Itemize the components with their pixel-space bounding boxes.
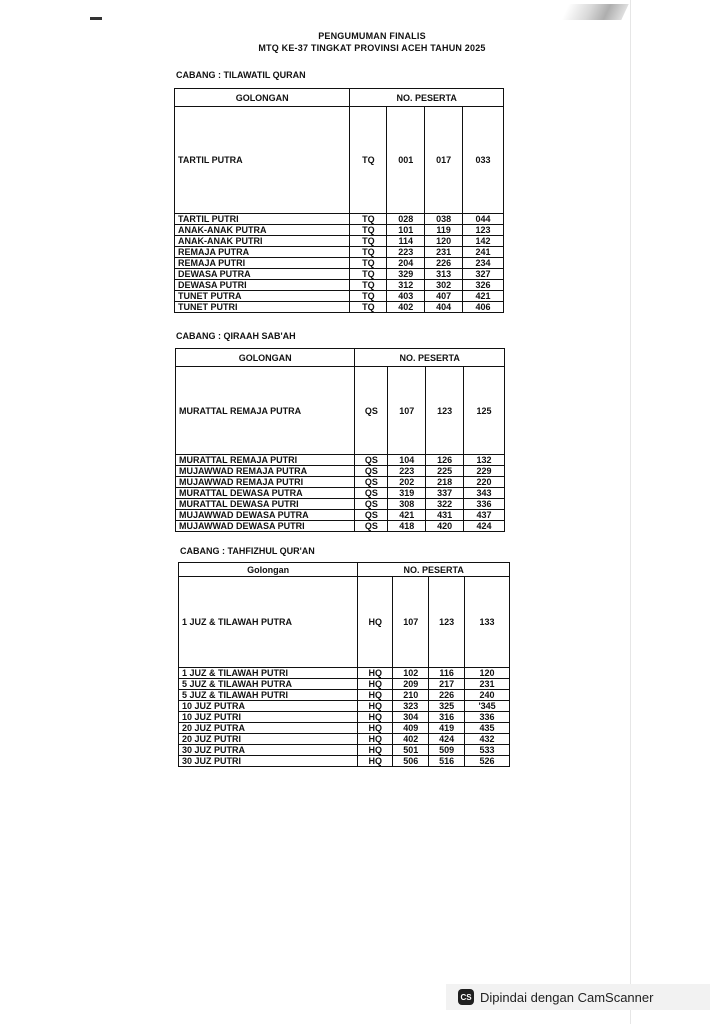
camscanner-label: Dipindai dengan CamScanner bbox=[480, 989, 654, 1005]
participant-number-cell: 432 bbox=[465, 734, 510, 745]
golongan-cell: 5 JUZ & TILAWAH PUTRA bbox=[179, 679, 358, 690]
branch-code-cell: HQ bbox=[358, 745, 393, 756]
golongan-cell: 1 JUZ & TILAWAH PUTRA bbox=[179, 577, 358, 668]
golongan-cell: MURATTAL REMAJA PUTRI bbox=[176, 455, 355, 466]
golongan-cell: 30 JUZ PUTRI bbox=[179, 756, 358, 767]
participant-number-cell: 028 bbox=[387, 214, 425, 225]
title-line-2: MTQ KE-37 TINGKAT PROVINSI ACEH TAHUN 2025 bbox=[258, 43, 486, 53]
golongan-cell: MUJAWWAD DEWASA PUTRA bbox=[176, 510, 355, 521]
participant-number-cell: 210 bbox=[393, 690, 429, 701]
participant-number-cell: 501 bbox=[393, 745, 429, 756]
participant-number-cell: 323 bbox=[393, 701, 429, 712]
participant-number-cell: 132 bbox=[464, 455, 505, 466]
participant-number-cell: 120 bbox=[465, 668, 510, 679]
branch-code-cell: QS bbox=[355, 488, 388, 499]
participant-number-cell: 133 bbox=[465, 577, 510, 668]
branch-code-cell: QS bbox=[355, 367, 388, 455]
branch-code-cell: HQ bbox=[358, 679, 393, 690]
branch-code-cell: TQ bbox=[350, 107, 387, 214]
participant-number-cell: 526 bbox=[465, 756, 510, 767]
participant-number-cell: 217 bbox=[429, 679, 465, 690]
participant-number-cell: 107 bbox=[388, 367, 426, 455]
golongan-cell: MUJAWWAD REMAJA PUTRI bbox=[176, 477, 355, 488]
participant-number-cell: 125 bbox=[464, 367, 505, 455]
participant-number-cell: 304 bbox=[393, 712, 429, 723]
table-row bbox=[179, 701, 510, 712]
participant-number-cell: 322 bbox=[426, 499, 464, 510]
golongan-cell: TUNET PUTRA bbox=[175, 291, 350, 302]
table-row bbox=[176, 367, 505, 455]
participant-number-cell: 240 bbox=[465, 690, 510, 701]
participant-number-cell: 326 bbox=[463, 280, 504, 291]
participant-number-cell: 126 bbox=[426, 455, 464, 466]
participant-number-cell: 241 bbox=[463, 247, 504, 258]
camscanner-logo: CS bbox=[458, 989, 474, 1005]
participant-number-cell: 421 bbox=[463, 291, 504, 302]
participant-number-cell: 017 bbox=[425, 107, 463, 214]
golongan-cell: TARTIL PUTRA bbox=[175, 107, 350, 214]
golongan-cell: 20 JUZ PUTRA bbox=[179, 723, 358, 734]
branch-code-cell: QS bbox=[355, 477, 388, 488]
golongan-cell: MURATTAL DEWASA PUTRI bbox=[176, 499, 355, 510]
golongan-cell: 1 JUZ & TILAWAH PUTRI bbox=[179, 668, 358, 679]
branch-code-cell: TQ bbox=[350, 269, 387, 280]
section-title-tilawah: CABANG : TILAWATIL QURAN bbox=[176, 70, 306, 80]
golongan-cell: TUNET PUTRI bbox=[175, 302, 350, 313]
table-row bbox=[179, 712, 510, 723]
participant-number-cell: 142 bbox=[463, 236, 504, 247]
participant-number-cell: '345 bbox=[465, 701, 510, 712]
table-row bbox=[176, 521, 505, 532]
participant-number-cell: 123 bbox=[426, 367, 464, 455]
title-line-1: PENGUMUMAN FINALIS bbox=[318, 31, 426, 41]
branch-code-cell: HQ bbox=[358, 723, 393, 734]
table-row bbox=[176, 466, 505, 477]
participant-number-cell: 223 bbox=[388, 466, 426, 477]
participant-number-cell: 123 bbox=[463, 225, 504, 236]
golongan-cell: DEWASA PUTRI bbox=[175, 280, 350, 291]
participant-number-cell: 437 bbox=[464, 510, 505, 521]
participant-number-cell: 509 bbox=[429, 745, 465, 756]
table-row bbox=[179, 723, 510, 734]
participant-number-cell: 506 bbox=[393, 756, 429, 767]
section-title-tahfizh: CABANG : TAHFIZHUL QUR'AN bbox=[180, 546, 315, 556]
table-row bbox=[179, 734, 510, 745]
branch-code-cell: TQ bbox=[350, 258, 387, 269]
participant-number-cell: 313 bbox=[425, 269, 463, 280]
participant-number-cell: 202 bbox=[388, 477, 426, 488]
header-no-peserta: NO. PESERTA bbox=[358, 563, 510, 577]
participant-number-cell: 336 bbox=[464, 499, 505, 510]
golongan-cell: ANAK-ANAK PUTRA bbox=[175, 225, 350, 236]
branch-code-cell: QS bbox=[355, 521, 388, 532]
table-row bbox=[175, 247, 504, 258]
table-row bbox=[175, 107, 504, 214]
table-row bbox=[176, 488, 505, 499]
branch-code-cell: TQ bbox=[350, 302, 387, 313]
participant-number-cell: 116 bbox=[429, 668, 465, 679]
scan-mark bbox=[90, 17, 102, 20]
participant-number-cell: 234 bbox=[463, 258, 504, 269]
branch-code-cell: TQ bbox=[350, 225, 387, 236]
branch-code-cell: TQ bbox=[350, 291, 387, 302]
branch-code-cell: TQ bbox=[350, 236, 387, 247]
header-no-peserta: NO. PESERTA bbox=[355, 349, 505, 367]
golongan-cell: ANAK-ANAK PUTRI bbox=[175, 236, 350, 247]
branch-code-cell: HQ bbox=[358, 577, 393, 668]
participant-number-cell: 407 bbox=[425, 291, 463, 302]
participant-number-cell: 325 bbox=[429, 701, 465, 712]
branch-code-cell: QS bbox=[355, 499, 388, 510]
golongan-cell: DEWASA PUTRA bbox=[175, 269, 350, 280]
participant-number-cell: 223 bbox=[387, 247, 425, 258]
branch-code-cell: TQ bbox=[350, 280, 387, 291]
participant-number-cell: 312 bbox=[387, 280, 425, 291]
table-row bbox=[175, 280, 504, 291]
participant-number-cell: 516 bbox=[429, 756, 465, 767]
golongan-cell: TARTIL PUTRI bbox=[175, 214, 350, 225]
branch-code-cell: HQ bbox=[358, 668, 393, 679]
participant-number-cell: 435 bbox=[465, 723, 510, 734]
participant-number-cell: 101 bbox=[387, 225, 425, 236]
branch-code-cell: HQ bbox=[358, 690, 393, 701]
golongan-cell: 30 JUZ PUTRA bbox=[179, 745, 358, 756]
participant-number-cell: 204 bbox=[387, 258, 425, 269]
participant-number-cell: 302 bbox=[425, 280, 463, 291]
golongan-cell: MUJAWWAD DEWASA PUTRI bbox=[176, 521, 355, 532]
participant-number-cell: 209 bbox=[393, 679, 429, 690]
participant-number-cell: 308 bbox=[388, 499, 426, 510]
participant-number-cell: 424 bbox=[464, 521, 505, 532]
table-tilawah bbox=[174, 88, 504, 313]
table-row bbox=[176, 499, 505, 510]
table-row bbox=[179, 679, 510, 690]
branch-code-cell: QS bbox=[355, 466, 388, 477]
participant-number-cell: 231 bbox=[425, 247, 463, 258]
table-row bbox=[176, 477, 505, 488]
section-title-qiraah: CABANG : QIRAAH SAB'AH bbox=[176, 331, 296, 341]
participant-number-cell: 418 bbox=[388, 521, 426, 532]
scan-artifact bbox=[561, 4, 628, 20]
golongan-cell: MURATTAL REMAJA PUTRA bbox=[176, 367, 355, 455]
golongan-cell: MUJAWWAD REMAJA PUTRA bbox=[176, 466, 355, 477]
participant-number-cell: 402 bbox=[387, 302, 425, 313]
document-title bbox=[0, 30, 724, 54]
participant-number-cell: 114 bbox=[387, 236, 425, 247]
table-row bbox=[179, 745, 510, 756]
participant-number-cell: 226 bbox=[429, 690, 465, 701]
participant-number-cell: 431 bbox=[426, 510, 464, 521]
table-qiraah bbox=[175, 348, 505, 532]
table-row bbox=[175, 291, 504, 302]
participant-number-cell: 119 bbox=[425, 225, 463, 236]
table-row bbox=[176, 510, 505, 521]
participant-number-cell: 107 bbox=[393, 577, 429, 668]
golongan-cell: REMAJA PUTRI bbox=[175, 258, 350, 269]
participant-number-cell: 319 bbox=[388, 488, 426, 499]
participant-number-cell: 409 bbox=[393, 723, 429, 734]
branch-code-cell: TQ bbox=[350, 214, 387, 225]
table-tahfizh bbox=[178, 562, 510, 767]
participant-number-cell: 226 bbox=[425, 258, 463, 269]
participant-number-cell: 343 bbox=[464, 488, 505, 499]
participant-number-cell: 123 bbox=[429, 577, 465, 668]
participant-number-cell: 220 bbox=[464, 477, 505, 488]
participant-number-cell: 420 bbox=[426, 521, 464, 532]
branch-code-cell: HQ bbox=[358, 734, 393, 745]
table-row bbox=[176, 455, 505, 466]
branch-code-cell: QS bbox=[355, 455, 388, 466]
participant-number-cell: 406 bbox=[463, 302, 504, 313]
header-golongan: Golongan bbox=[179, 563, 358, 577]
branch-code-cell: HQ bbox=[358, 712, 393, 723]
participant-number-cell: 329 bbox=[387, 269, 425, 280]
participant-number-cell: 038 bbox=[425, 214, 463, 225]
golongan-cell: 5 JUZ & TILAWAH PUTRI bbox=[179, 690, 358, 701]
branch-code-cell: HQ bbox=[358, 756, 393, 767]
participant-number-cell: 337 bbox=[426, 488, 464, 499]
table-row bbox=[179, 756, 510, 767]
participant-number-cell: 327 bbox=[463, 269, 504, 280]
participant-number-cell: 402 bbox=[393, 734, 429, 745]
golongan-cell: 20 JUZ PUTRI bbox=[179, 734, 358, 745]
table-row bbox=[179, 577, 510, 668]
participant-number-cell: 001 bbox=[387, 107, 425, 214]
participant-number-cell: 044 bbox=[463, 214, 504, 225]
participant-number-cell: 336 bbox=[465, 712, 510, 723]
participant-number-cell: 533 bbox=[465, 745, 510, 756]
header-golongan: GOLONGAN bbox=[176, 349, 355, 367]
table-row bbox=[175, 214, 504, 225]
participant-number-cell: 033 bbox=[463, 107, 504, 214]
table-row bbox=[175, 302, 504, 313]
participant-number-cell: 218 bbox=[426, 477, 464, 488]
participant-number-cell: 421 bbox=[388, 510, 426, 521]
table-row bbox=[179, 668, 510, 679]
header-no-peserta: NO. PESERTA bbox=[350, 89, 504, 107]
camscanner-watermark bbox=[446, 984, 710, 1010]
golongan-cell: 10 JUZ PUTRI bbox=[179, 712, 358, 723]
participant-number-cell: 225 bbox=[426, 466, 464, 477]
participant-number-cell: 102 bbox=[393, 668, 429, 679]
table-row bbox=[175, 258, 504, 269]
table-row bbox=[175, 236, 504, 247]
page-edge bbox=[630, 0, 631, 1024]
table-row bbox=[175, 225, 504, 236]
participant-number-cell: 419 bbox=[429, 723, 465, 734]
golongan-cell: MURATTAL DEWASA PUTRA bbox=[176, 488, 355, 499]
participant-number-cell: 403 bbox=[387, 291, 425, 302]
participant-number-cell: 104 bbox=[388, 455, 426, 466]
participant-number-cell: 229 bbox=[464, 466, 505, 477]
branch-code-cell: HQ bbox=[358, 701, 393, 712]
participant-number-cell: 231 bbox=[465, 679, 510, 690]
branch-code-cell: TQ bbox=[350, 247, 387, 258]
golongan-cell: 10 JUZ PUTRA bbox=[179, 701, 358, 712]
participant-number-cell: 424 bbox=[429, 734, 465, 745]
header-golongan: GOLONGAN bbox=[175, 89, 350, 107]
participant-number-cell: 316 bbox=[429, 712, 465, 723]
participant-number-cell: 120 bbox=[425, 236, 463, 247]
branch-code-cell: QS bbox=[355, 510, 388, 521]
golongan-cell: REMAJA PUTRA bbox=[175, 247, 350, 258]
table-row bbox=[179, 690, 510, 701]
participant-number-cell: 404 bbox=[425, 302, 463, 313]
table-row bbox=[175, 269, 504, 280]
